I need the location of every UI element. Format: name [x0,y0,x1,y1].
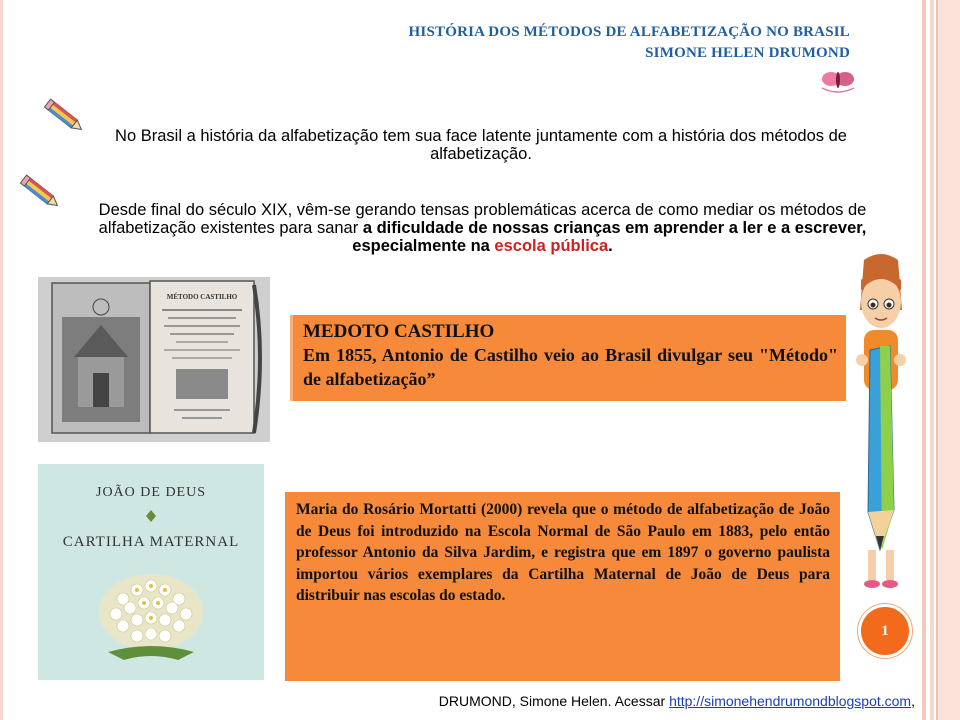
header-author: SIMONE HELEN DRUMOND [645,45,850,61]
metodo-castilho-book-photo [38,277,270,442]
footer-text: DRUMOND, Simone Helen. Acessar [438,693,670,709]
box1-text: Em 1855, Antonio de Castilho veio ao Brasil divulgar seu "Método" de alfabetização” [303,345,838,389]
book2-author: JOÃO DE DEUS [96,485,206,500]
footer-end: , [911,693,915,709]
left-decor-rule [0,0,3,720]
blog-link[interactable]: http://simonehendrumondblogspot.com [669,693,912,709]
bullet-text-2 [60,201,905,255]
bullet-2-end: . [608,237,613,255]
bullet-text-1: No Brasil a história da alfabetização tem sua face latente juntamente com a história dos métodos de alfabetização. [115,127,847,163]
butterfly-logo-icon [818,66,858,94]
pencil-bullet-icon [18,174,64,214]
bullet-2-bold: a dificuldade de nossas crianças em aprender a ler e a escrever, especialmente na [352,219,867,255]
book2-title: CARTILHA MATERNAL [62,534,240,550]
header-title: HISTÓRIA DOS MÉTODOS DE ALFABETIZAÇÃO NO BRASIL [408,24,850,40]
box1-title: MEDOTO CASTILHO [303,321,495,342]
slide-number-badge: 1 [858,604,912,658]
pencil-bullet-icon [42,98,88,138]
metodo-castilho-box [290,315,846,401]
cartilha-maternal-box: Maria do Rosário Mortatti (2000) revela que o método de alfabetização de João de Deus foi introduzido na Escola Normal de São Paulo em 1883, pelo então professor Antonio da Silva Jardim, e registra que em 1897 o governo paulista importou vários exemplares da Cartilha Maternal de João de Deus para distribuir nas escolas do estado. [285,492,840,681]
slide-header [200,22,850,64]
girl-with-pencil-illustration-icon [850,250,912,610]
footer-credit [300,693,915,709]
right-decor-stripes [918,0,960,720]
book1-caption: MÉTODO CASTILHO [166,293,238,301]
cartilha-maternal-cover-photo [38,464,264,680]
bullet-2-highlight: escola pública [494,237,609,255]
bullet-2-plain: Desde final do século XIX, vêm-se gerando tensas problemáticas acerca de como mediar os métodos de alfabetização existentes para sanar [98,201,867,237]
